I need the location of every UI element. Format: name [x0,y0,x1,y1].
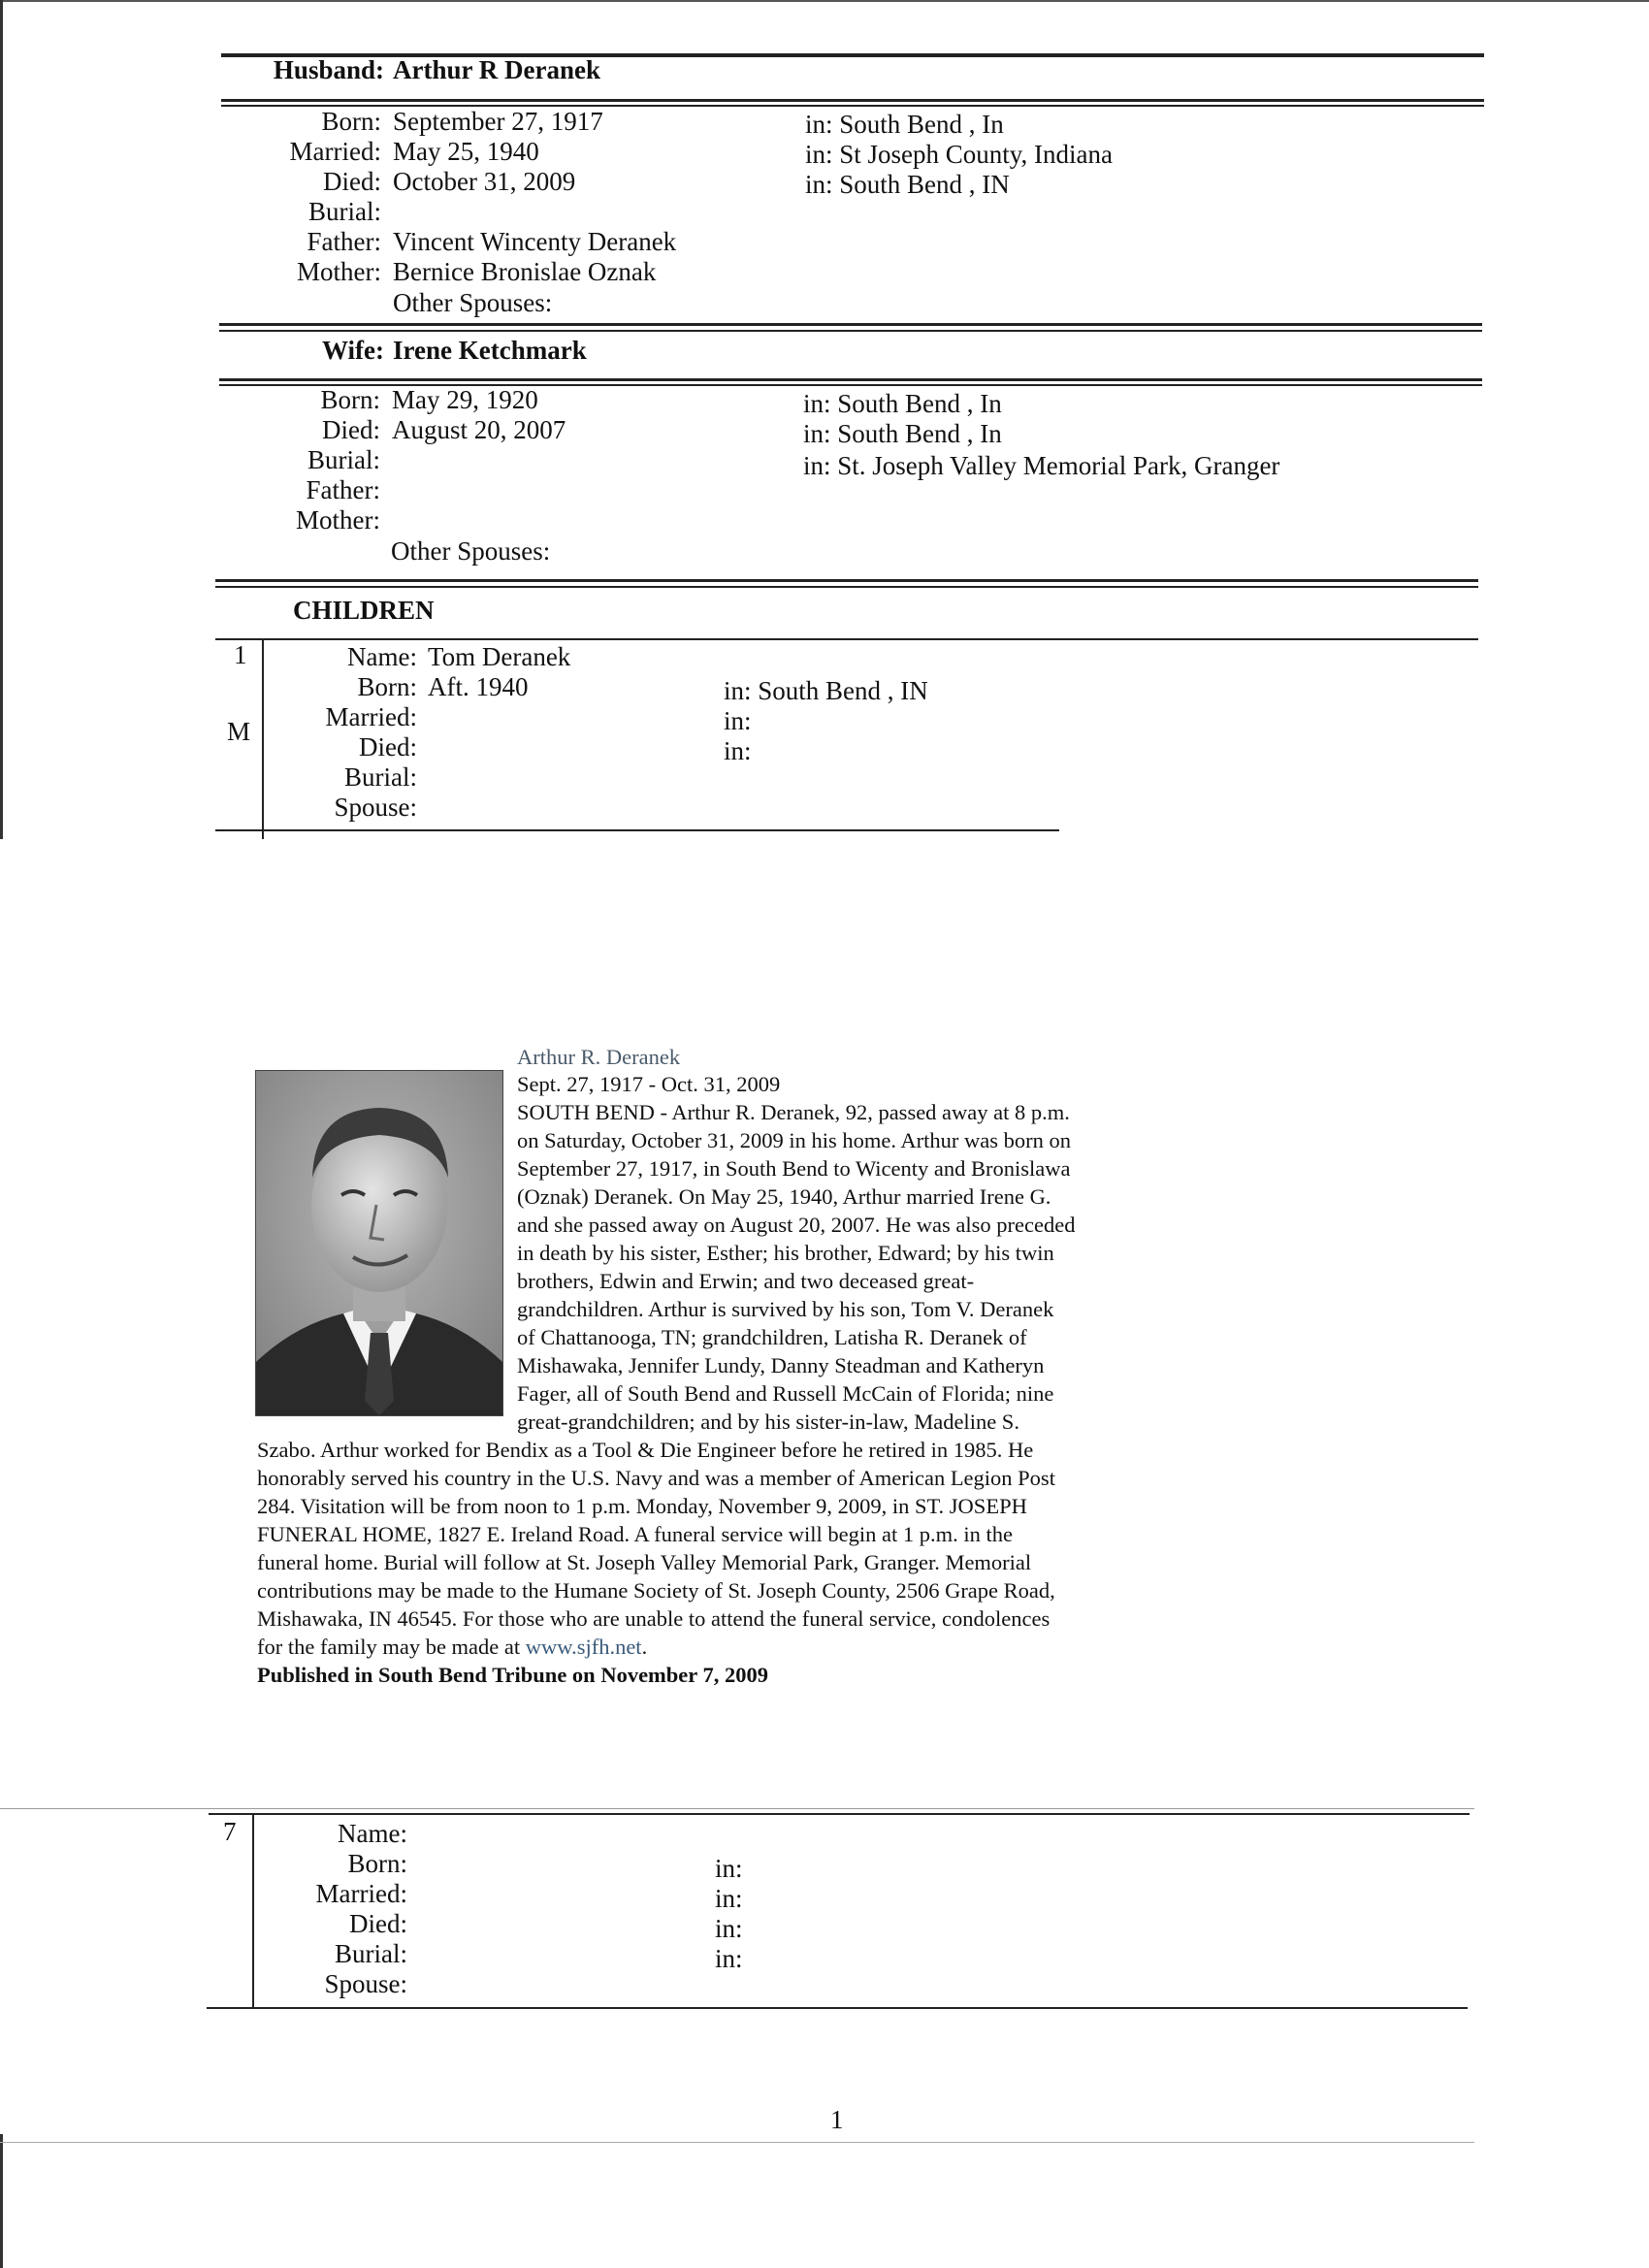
obituary-wide-line: contributions may be made to the Humane Society of St. Joseph County, 2506 Grape Road, [257,1578,1055,1603]
obituary-last-line-text: for the family may be made at [257,1635,526,1659]
page-footer-rule [0,2142,1474,2143]
obituary-line: September 27, 1917, in South Bend to Wicenty and Bronislawa [517,1156,1071,1181]
husband-mother-label: Mother: [297,257,381,286]
child1-died-place: in: [724,736,752,765]
wife-top-rule-2 [219,330,1482,332]
child1-married-label: Married: [325,702,417,731]
husband-married-place: in: St Joseph County, Indiana [805,140,1113,169]
wife-died-place: in: South Bend , In [803,419,1002,448]
child7-top-rule-faint [0,1808,1474,1809]
children-top-rule [215,579,1478,582]
funeral-home-link[interactable]: www.sjfh.net [525,1635,642,1659]
child7-bottom-rule [207,2007,1468,2009]
child1-sex: M [227,717,251,746]
child1-burial-label: Burial: [344,762,417,792]
obituary-line: great-grandchildren; and by his sister-in-law, Madeline S. [517,1409,1019,1434]
wife-other-spouses-label: Other Spouses: [391,536,551,566]
child7-number: 7 [223,1817,237,1846]
husband-father-label: Father: [307,227,381,256]
child1-name-label: Name: [347,642,417,671]
wife-top-rule [219,323,1482,326]
child7-spouse-label: Spouse: [324,1969,407,1998]
obituary-line: and she passed away on August 20, 2007. He was also preceded [517,1213,1076,1237]
husband-father-value: Vincent Wincenty Deranek [393,227,677,256]
child1-died-label: Died: [359,732,417,761]
obituary-line: grandchildren. Arthur is survived by his son, Tom V. Deranek [517,1297,1054,1321]
scan-left-edge-bottom [0,2134,3,2268]
wife-burial-place: in: St. Joseph Valley Memorial Park, Granger [803,451,1280,480]
child7-name-label: Name: [338,1819,407,1848]
obituary-line: in death by his sister, Esther; his brother, Edward; by his twin [517,1241,1054,1265]
child1-born-value: Aft. 1940 [428,672,529,701]
portrait-image [256,1071,502,1415]
obituary-wide-line: FUNERAL HOME, 1827 E. Ireland Road. A funeral service will begin at 1 p.m. in the [257,1522,1014,1546]
husband-heading-rule [221,99,1484,102]
wife-heading-rule [219,378,1482,381]
husband-married-value: May 25, 1940 [393,137,539,166]
husband-name: Arthur R Deranek [393,55,600,84]
obituary-line: SOUTH BEND - Arthur R. Deranek, 92, passed away at 8 p.m. [517,1100,1070,1124]
child7-died-place: in: [715,1914,743,1943]
obituary-last-line-period: . [641,1635,648,1659]
page-number: 1 [830,2105,844,2134]
child7-vertical-rule [252,1813,254,2009]
child1-spouse-label: Spouse: [334,793,417,822]
child1-bottom-rule [215,829,1059,831]
child7-burial-place: in: [715,1944,743,1973]
husband-died-label: Died: [323,167,381,196]
husband-born-label: Born: [321,107,381,136]
obituary-wide-line: Mishawaka, IN 46545. For those who are unable to attend the funeral service, condolences [257,1606,1051,1631]
wife-burial-label: Burial: [307,445,380,474]
child7-born-place: in: [715,1854,743,1883]
obituary-line: (Oznak) Deranek. On May 25, 1940, Arthur married Irene G. [517,1184,1051,1209]
obituary-line: Fager, all of South Bend and Russell McCain of Florida; nine [517,1381,1054,1406]
wife-died-label: Died: [322,415,380,444]
obituary-title: Arthur R. Deranek [517,1045,681,1069]
obituary-line: brothers, Edwin and Erwin; and two deceased great- [517,1269,975,1293]
obituary-wide-line: funeral home. Burial will follow at St. Joseph Valley Memorial Park, Granger. Memorial [257,1550,1032,1574]
child1-vertical-rule [262,638,264,839]
wife-name: Irene Ketchmark [393,336,587,365]
obituary-wide-line: 284. Visitation will be from noon to 1 p.m. Monday, November 9, 2009, in ST. JOSEPH [257,1494,1027,1518]
scan-top-edge [0,0,1649,2]
children-heading: CHILDREN [293,596,435,625]
husband-mother-value: Bernice Bronislae Oznak [393,257,657,286]
children-top-rule-2 [215,586,1478,588]
child7-top-rule [209,1813,1470,1815]
obituary-line: on Saturday, October 31, 2009 in his home. Arthur was born on [517,1128,1071,1152]
child1-name-value: Tom Deranek [428,642,571,671]
child1-number: 1 [234,640,247,669]
husband-born-place: in: South Bend , In [805,110,1004,139]
obituary-last-line [257,1633,647,1661]
obituary-wide-line: Szabo. Arthur worked for Bendix as a Tool & Die Engineer before he retired in 1985. He [257,1438,1034,1462]
obituary-published-note: Published in South Bend Tribune on November 7, 2009 [257,1663,769,1687]
children-heading-rule [215,638,1478,640]
child7-married-label: Married: [315,1879,407,1908]
husband-died-value: October 31, 2009 [393,167,576,196]
child7-died-label: Died: [349,1909,407,1938]
wife-born-place: in: South Bend , In [803,389,1002,418]
husband-other-spouses-label: Other Spouses: [393,288,553,317]
husband-died-place: in: South Bend , IN [805,170,1010,199]
husband-burial-label: Burial: [308,197,381,226]
husband-heading-label: Husband: [273,55,384,84]
wife-died-value: August 20, 2007 [392,415,566,444]
scan-left-edge-top [0,0,3,839]
obituary-dates: Sept. 27, 1917 - Oct. 31, 2009 [517,1072,781,1096]
obituary-line: of Chattanooga, TN; grandchildren, Latisha R. Deranek of [517,1325,1027,1349]
wife-born-value: May 29, 1920 [392,385,538,414]
wife-heading-label: Wife: [322,336,384,365]
wife-father-label: Father: [306,475,380,504]
husband-married-label: Married: [289,137,381,166]
child1-born-place: in: South Bend , IN [724,676,928,705]
obituary-wide-line: honorably served his country in the U.S. Navy and was a member of American Legion Post [257,1466,1055,1490]
child7-married-place: in: [715,1884,743,1913]
obituary-portrait-photo [255,1070,503,1416]
obituary-line: Mishawaka, Jennifer Lundy, Danny Steadman and Katheryn [517,1353,1045,1377]
child7-born-label: Born: [347,1849,407,1878]
husband-born-value: September 27, 1917 [393,107,603,136]
wife-mother-label: Mother: [296,505,380,535]
child7-burial-label: Burial: [335,1939,407,1968]
wife-born-label: Born: [320,385,380,414]
child1-born-label: Born: [357,672,417,701]
child1-married-place: in: [724,706,752,735]
